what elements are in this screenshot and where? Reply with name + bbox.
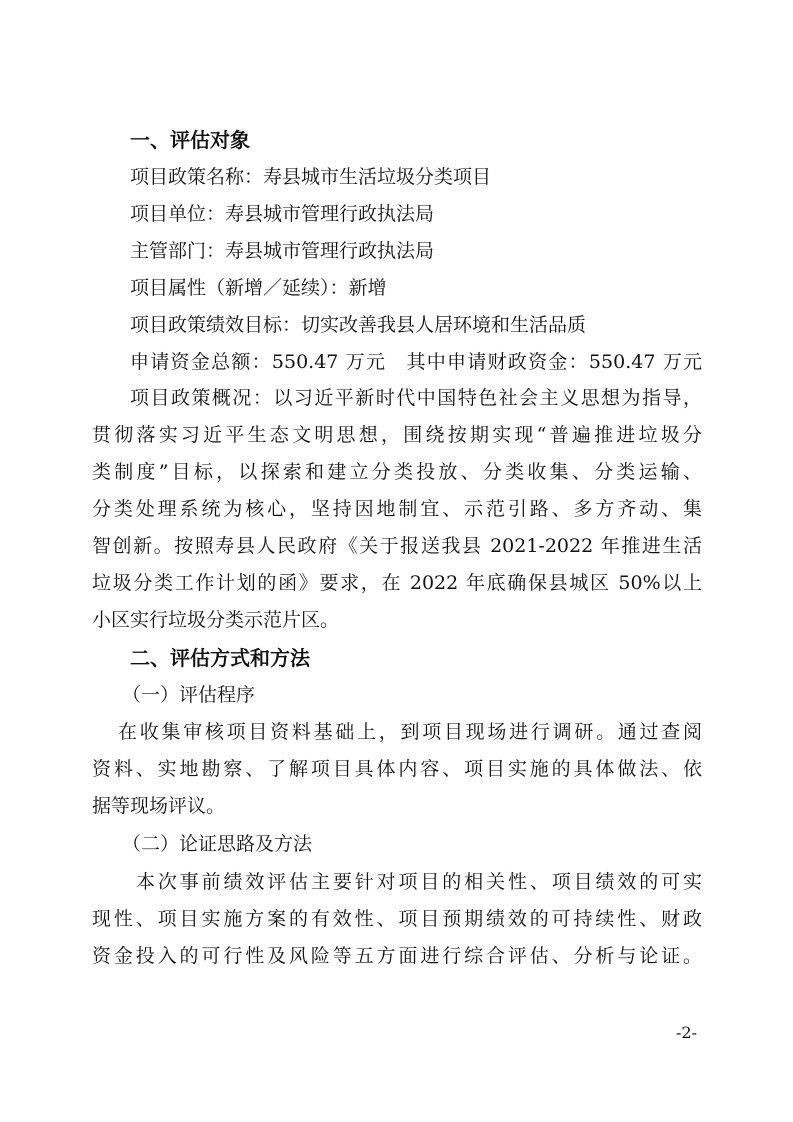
argument-line: 本次事前绩效评估主要针对项目的相关性、项目绩效的可实 [136,871,702,893]
procedure-line: 资料、实地勘察、了解项目具体内容、项目实施的具体做法、依 [92,758,702,780]
project-name-line: 项目政策名称：寿县城市生活垃圾分类项目 [130,166,492,188]
subsection-heading-argument: （二）论证思路及方法 [122,833,313,855]
supervisor-line: 主管部门：寿县城市管理行政执法局 [130,240,435,262]
section-heading-evaluation-object: 一、评估对象 [130,128,250,152]
performance-goal-line: 项目政策绩效目标：切实改善我县人居环境和生活品质 [130,314,587,336]
project-unit-line: 项目单位：寿县城市管理行政执法局 [130,203,435,225]
procedure-line: 在收集审核项目资料基础上，到项目现场进行调研。通过查阅 [118,721,702,743]
overview-line: 垃圾分类工作计划的函》要求，在 2022 年底确保县城区 50%以上 [92,572,702,594]
overview-line: 分类处理系统为核心，坚持因地制宜、示范引路、多方齐动、集 [92,498,702,520]
overview-line: 小区实行垃圾分类示范片区。 [92,609,340,631]
procedure-line: 据等现场评议。 [92,795,226,817]
section-heading-evaluation-methods: 二、评估方式和方法 [130,646,310,670]
overview-line: 项目政策概况：以习近平新时代中国特色社会主义思想为指导， [130,387,702,409]
overview-line: 类制度”目标，以探索和建立分类投放、分类收集、分类运输、 [92,461,702,483]
funds-line: 申请资金总额：550.47 万元 其中申请财政资金：550.47 万元 [130,351,702,373]
subsection-heading-procedure: （一）评估程序 [122,684,256,706]
overview-line: 贯彻落实习近平生态文明思想，围绕按期实现“普遍推进垃圾分 [92,424,702,446]
project-attribute-line: 项目属性（新增／延续）：新增 [130,277,387,299]
argument-line: 资金投入的可行性及风险等五方面进行综合评估、分析与论证。 [92,945,702,967]
argument-line: 现性、项目实施方案的有效性、项目预期绩效的可持续性、财政 [92,908,702,930]
overview-line: 智创新。按照寿县人民政府《关于报送我县 2021-2022 年推进生活 [92,535,702,557]
page-number: -2- [676,1023,697,1042]
